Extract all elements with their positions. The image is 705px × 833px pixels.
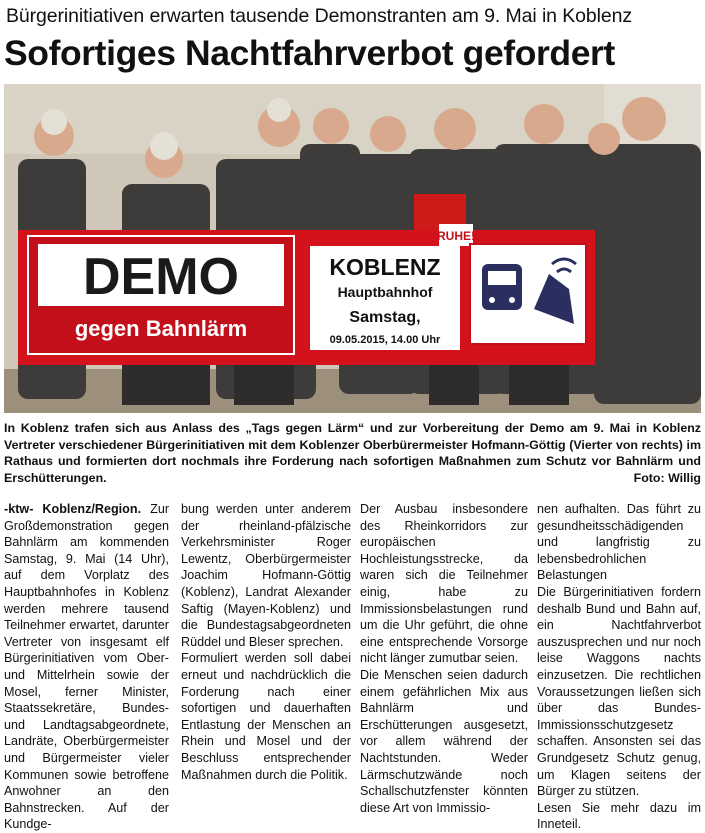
banner-subtitle: gegen Bahnlärm: [74, 316, 248, 341]
banner-station: Hauptbahnhof: [337, 284, 433, 300]
article-kicker: Bürgerinitiativen erwarten tausende Demonstranten am 9. Mai in Koblenz: [6, 5, 633, 27]
dateline: -ktw- Koblenz/Region.: [4, 502, 142, 516]
banner-demo: DEMO: [83, 248, 239, 306]
photo-credit: Foto: Willig: [633, 470, 701, 485]
body-column-1: [4, 501, 170, 832]
photo-caption: [4, 420, 701, 486]
group-photo-illustration: [4, 84, 701, 413]
banner-city: KOBLENZ: [329, 254, 441, 280]
body-paragraph: Die Bürgerinitiativen fordern deshalb Bund und Bahn auf, ein Nachtfahrverbot auszusprechen und nur noch leise Waggons nachts einzusetzen. Die rechtlichen Voraussetzungen ließen sich über das Bundes-Immissionsschutzgesetz schaffen. Ansonsten sei das Grundgesetz Schutz genug, um Klagen seitens der Bürger zu stützen.: [537, 584, 701, 799]
body-column-3: [360, 501, 528, 813]
body-column-2: [181, 501, 351, 813]
body-paragraph: Die Menschen seien dadurch einem gefährlichen Mix aus Bahnlärm und Erschütterungen ausgesetzt, vor allem während der Nachtstunden. Weder Lärmschutzwände noch Schallschutzfenster könnten diese Art von Immissio-: [360, 667, 528, 815]
ruhe-sign: RUHE!: [437, 229, 475, 243]
banner-datetime: 09.05.2015, 14.00 Uhr: [329, 334, 441, 346]
body-column-4: [537, 501, 701, 832]
body-paragraph: nen aufhalten. Das führt zu gesundheitsschädigenden und langfristig zu lebensbedrohlichen Belastungen: [537, 502, 701, 583]
article-headline: Sofortiges Nachtfahrverbot gefordert: [4, 33, 615, 73]
article-photo: [4, 84, 701, 413]
body-paragraph: bung werden unter anderem der rheinland-pfälzische Verkehrsminister Roger Lewentz, Oberbürgermeister Joachim Hofmann-Göttig (Koblenz), Landrat Alexander Saftig (Mayen-Koblenz) und die Bundestagsabgeordneten Rüddel und Bleser sprechen.: [181, 502, 351, 649]
article-body: [4, 501, 701, 832]
body-paragraph: Zur Großdemonstration gegen Bahnlärm am kommenden Samstag, 9. Mai (14 Uhr), auf dem Vorplatz des Hauptbahnhofes in Koblenz werden mehrere tausend Teilnehmer erwartet, darunter Vertreter von insgesamt elf Bürgerinitiativen vom Ober- und Mittelrhein sowie der Mosel, ferner Minister, Staatssekretäre, Bundes- und Landtagsabgeordnete, Landräte, Oberbürgermeister und Bürgermeister vieler Kommunen sowie betroffene Anwohner an den Bahnstrecken. Auf der Kundge-: [4, 502, 170, 832]
body-paragraph: Lesen Sie mehr dazu im Inneteil.: [537, 800, 701, 832]
banner-day: Samstag,: [349, 309, 421, 326]
body-paragraph: Der Ausbau insbesondere des Rheinkorridors zur europäischen Hochleistungsstrecke, da waren sich die Teilnehmer einig, habe zu Immissionsbelastungen rund um die Uhr geführt, die ohne eine entsprechende Vorsorge nicht länger zumutbar seien.: [360, 502, 528, 666]
body-paragraph: Formuliert werden soll dabei erneut und nachdrücklich die Forderung nach einer sofortigen und dauerhaften Entlastung der Menschen an Rhein und Mosel und der Beschluss entsprechender Maßnahmen durch die Politik.: [181, 651, 351, 782]
caption-text: In Koblenz trafen sich aus Anlass des „Tags gegen Lärm“ und zur Vorbereitung der Demo am 9. Mai in Koblenz Vertreter verschiedener Bürgerinitiativen mit dem Koblenzer Oberbürermeister Hofmann-Göttig (Vierter von rechts) im Rathaus und formierten dort nochmals ihre Forderung nach sofortigen Maßnahmen zum Schutz vor Bahnlärm und Erschütterungen.: [4, 421, 701, 485]
